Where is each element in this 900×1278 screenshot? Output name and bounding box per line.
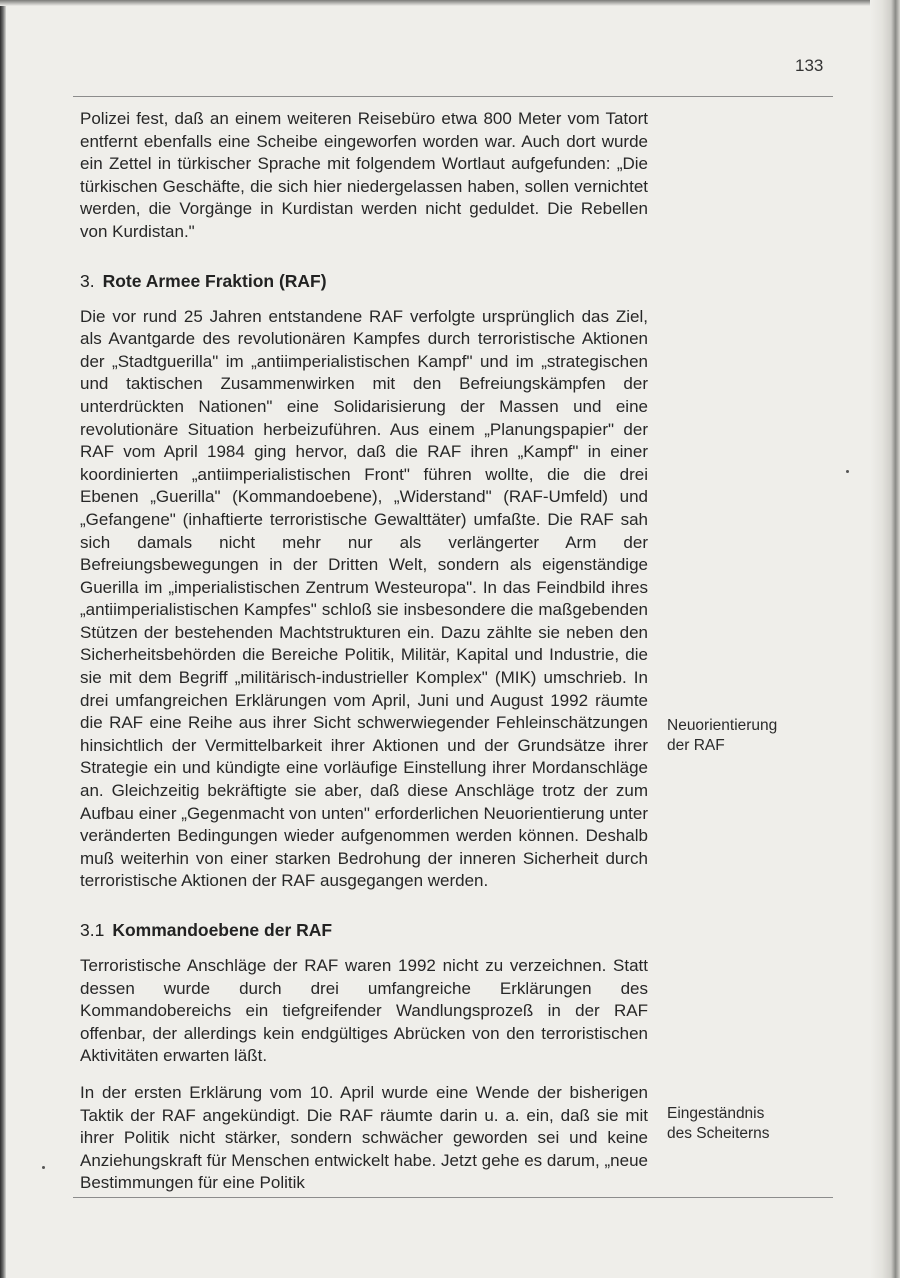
page-number: 133: [795, 56, 824, 75]
header-rule: [73, 96, 833, 97]
section-heading-3-1: [80, 919, 648, 941]
intro-paragraph: Polizei fest, daß an einem weiteren Reisebüro etwa 800 Meter vom Tatort entfernt ebenfalls eine Scheibe eingeworfen worden war. Auch dort wurde ein Zettel in türkischer Sprache mit folgendem Wortlaut aufgefunden: „Die türkischen Geschäfte, die sich hier niedergelassen haben, sollen vernichtet werden, die Vorgänge in Kurdistan werden nicht geduldet. Die Rebellen von Kurdistan.": [80, 109, 648, 241]
scan-speck: [846, 470, 849, 473]
section-heading-3: [80, 270, 648, 292]
margin-note-eingestaendnis: Eingeständnis des Scheiterns: [667, 1105, 770, 1142]
subsection-paragraph-2: In der ersten Erklärung vom 10. April wurde eine Wende der bisherigen Taktik der RAF angekündigt. Die RAF räumte darin u. a. ein, daß sie mit ihrer Politik nicht stärker, sondern schwächer geworden sei und keine Anziehungskraft für Menschen entwickelt habe. Jetzt gehe es darum, „neue Bestimmungen für eine Politik: [80, 1082, 648, 1193]
section-3-paragraph: Die vor rund 25 Jahren entstandene RAF verfolgte ursprünglich das Ziel, als Avantgarde des revolutionären Kampfes durch terroristische Aktionen der „Stadtguerilla" im „antiimperialistischen Kampf" und im „strategischen und taktischen Zusammenwirken mit den Befreiungskämpfen der unterdrückten Nationen" eine Solidarisierung der Massen und eine revolutionäre Situation herbeizuführen. Aus einem „Planungspapier" der RAF vom April 1984 ging hervor, daß die RAF ihren „Kampf" in einer koordinierten „antiimperialistischen Front" führen wollte, die die drei Ebenen „Guerilla" (Kommandoebene), „Widerstand" (RAF-Umfeld) und „Gefangene" (inhaftierte terroristische Gewalttäter) umfaßte. Die RAF sah sich damals nicht mehr nur als verlängerter Arm der Befreiungsbewegungen in der Dritten Welt, sondern als eigenständige Guerilla im „imperialistischen Zentrum Westeuropa". In das Feindbild ihres „antiimperialistischen Kampfes" schloß sie insbesondere die maßgebenden Stützen der bestehenden Machtstrukturen ein. Dazu zählte sie neben den Sicherheitsbehörden die Bereiche Politik, Militär, Kapital und Industrie, die sie mit dem Begriff „militärisch-industrieller Komplex" (MIK) umschrieb. In drei umfangreichen Erklärungen vom April, Juni und August 1992 räumte die RAF eine Reihe aus ihrer Sicht schwerwiegender Fehleinschätzungen hinsichtlich der Vermittelbarkeit ihrer Aktionen und der Grundsätze ihrer Strategie ein und kündigte eine vorläufige Einstellung ihrer Mordanschläge an. Gleichzeitig bekräftigte sie aber, daß diese Anschläge trotz der zum Aufbau einer „Gegenmacht von unten" erforderlichen Neuorientierung unter veränderten Bedingungen wieder aufgenommen werden können. Deshalb muß weiterhin von einer starken Bedrohung der inneren Sicherheit durch terroristische Aktionen der RAF ausgegangen werden.: [80, 306, 648, 891]
section-number: 3.: [80, 270, 95, 291]
page-binding-shadow: [0, 0, 6, 1278]
subsection-number: 3.1: [80, 920, 105, 940]
margin-note-neuorientierung: Neuorientierung der RAF: [667, 717, 778, 754]
page-right-edge: [870, 0, 900, 1278]
section-title: Rote Armee Fraktion (RAF): [102, 270, 327, 291]
scan-speck: [42, 1166, 45, 1169]
subsection-paragraph-1: Terroristische Anschläge der RAF waren 1992 nicht zu verzeichnen. Statt dessen wurde durch drei umfangreiche Erklärungen des Kommandobereichs ein tiefgreifender Wandlungsprozeß in der RAF offenbar, der allerdings kein endgültiges Abrücken von den terroristischen Aktivitäten erwarten läßt.: [80, 956, 648, 1066]
subsection-title: Kommandoebene der RAF: [112, 920, 333, 940]
main-text-column: [80, 108, 648, 1195]
footer-rule: [73, 1197, 833, 1198]
page-top-shadow: [0, 0, 900, 6]
